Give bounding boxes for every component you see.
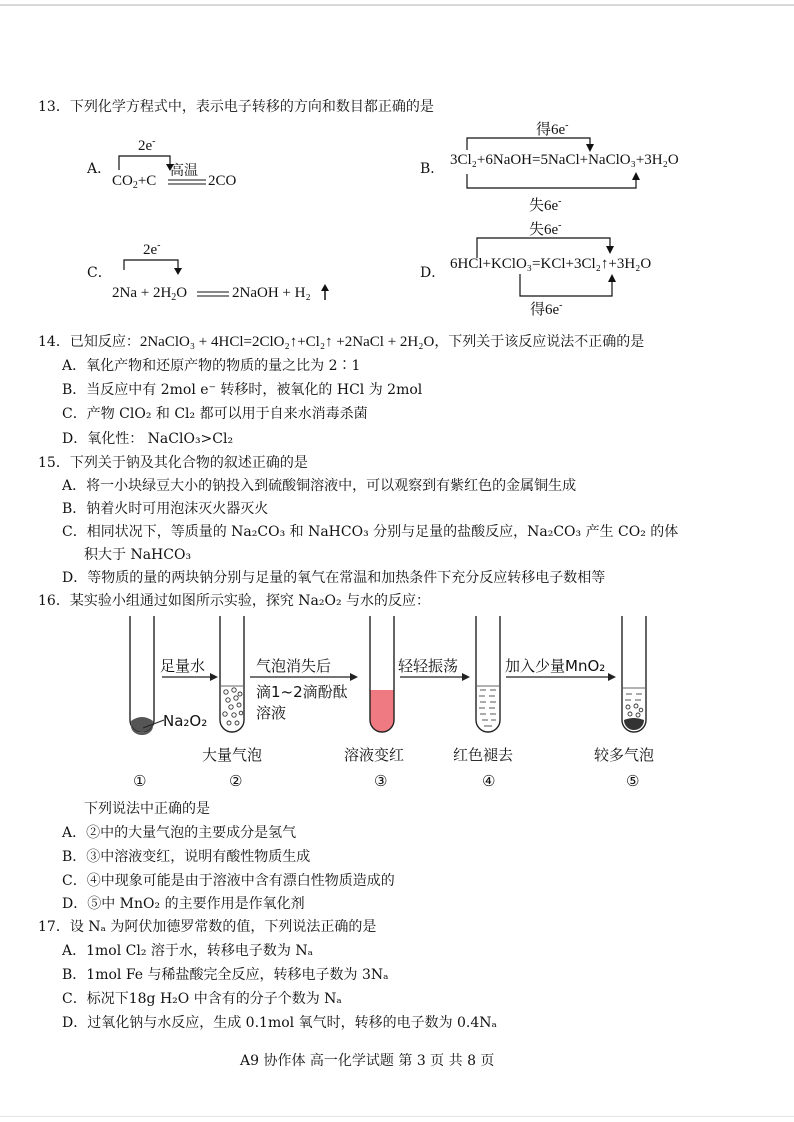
q13-c-transfer: 2e- — [143, 240, 161, 258]
q13-a-condition: 高温 — [170, 164, 198, 179]
test-tube-1 — [130, 616, 154, 735]
q16-sub-stem: 下列说法中正确的是 — [84, 801, 210, 817]
q16-step2c-label: 溶液 — [256, 704, 287, 722]
q16-number-3: ③ — [374, 772, 388, 790]
q13-c-right: 2NaOH + H₂ — [232, 285, 311, 301]
q17-option-d: D．过氧化钠与水反应，生成 0.1mol 氧气时，转移的电子数为 0.4Nₐ — [62, 1015, 497, 1031]
q16-caption-4: 红色褪去 — [453, 746, 514, 764]
q17-stem: 17．设 Nₐ 为阿伏加德罗常数的值，下列说法正确的是 — [38, 919, 377, 935]
q13-b-top: 得6e- — [536, 120, 569, 138]
q13-number: 13． — [38, 99, 70, 115]
q14-option-a: A．氧化产物和还原产物的物质的量之比为 2∶1 — [62, 358, 361, 374]
q13-c-left: $2Na + 2H_2O$ — [112, 285, 188, 303]
q17-option-b: B．1mol Fe 与稀盐酸完全反应，转移电子数为 3Nₐ — [62, 967, 389, 983]
q16-number: 16． — [38, 593, 70, 609]
q16-caption-5: 较多气泡 — [594, 746, 655, 764]
q16-step2b-label: 滴1~2滴酚酞 — [256, 683, 348, 701]
q14-option-d: D．氧化性： NaClO₃>Cl₂ — [62, 431, 234, 447]
q14-stem: 14．已知反应：2NaClO₃ + 4HCl=2ClO₂↑+Cl₂↑ +2NaCl + 2H₂O，下列关于该反应说法不正确的是 — [38, 334, 645, 350]
q16-experiment-diagram — [110, 610, 690, 795]
q13-text: 下列化学方程式中，表示电子转移的方向和数目都正确的是 — [69, 99, 434, 115]
test-tube-5 — [622, 616, 646, 732]
q14-number: 14． — [38, 334, 70, 350]
q15-number: 15． — [38, 455, 70, 471]
q13-a-equals — [168, 178, 208, 186]
q13-option-d-label: D． — [420, 265, 446, 281]
top-divider — [0, 4, 794, 6]
q15-option-d: D．等物质的量的两块钠分别与足量的氧气在常温和加热条件下充分反应转移电子数相等 — [62, 570, 606, 586]
test-tube-2 — [220, 616, 244, 732]
q14-equation: 2NaClO₃ + 4HCl=2ClO₂↑+Cl₂↑ +2NaCl + 2H₂O — [139, 334, 435, 350]
q13-stem — [38, 96, 434, 116]
q13-d-top: 失6e- — [529, 220, 562, 238]
q16-reagent-label: Na₂O₂ — [163, 712, 208, 730]
q16-option-a: A．②中的大量气泡的主要成分是氢气 — [62, 825, 297, 841]
q15-option-b: B．钠着火时可用泡沫灭火器灭火 — [62, 501, 269, 517]
q16-option-d: D．⑤中 MnO₂ 的主要作用是作氧化剂 — [62, 896, 305, 912]
q13-c-equals — [197, 290, 231, 298]
q13-a-product: 2CO — [208, 173, 237, 189]
q16-number-5: ⑤ — [626, 772, 640, 790]
q17-number: 17． — [38, 919, 70, 935]
q16-step3-label: 轻轻振荡 — [398, 657, 459, 675]
q13-b-equation: 3Cl₂+6NaOH=5NaCl+NaClO₃+3H₂O — [450, 152, 679, 168]
q13-c-gas-arrow — [320, 284, 330, 302]
q15-option-c-cont: 积大于 NaHCO₃ — [84, 547, 192, 563]
test-tube-3 — [370, 616, 394, 732]
q13-option-c-label: C． — [87, 265, 112, 281]
q13-option-b-label: B． — [420, 161, 445, 177]
q14-option-b: B．当反应中有 2mol e⁻ 转移时，被氧化的 HCl 为 2mol — [62, 382, 423, 398]
bottom-divider — [0, 1116, 794, 1117]
q16-number-4: ④ — [482, 772, 496, 790]
q14-option-c: C．产物 ClO₂ 和 Cl₂ 都可以用于自来水消毒杀菌 — [62, 406, 368, 422]
q16-stem: 16．某实验小组通过如图所示实验，探究 Na₂O₂ 与水的反应： — [38, 593, 431, 609]
q15-option-a: A．将一小块绿豆大小的钠投入到硫酸铜溶液中，可以观察到有紫红色的金属铜生成 — [62, 478, 577, 494]
q15-stem: 15．下列关于钠及其化合物的叙述正确的是 — [38, 455, 308, 471]
q16-number-1: ① — [133, 772, 147, 790]
q15-option-c: C．相同状况下，等质量的 Na₂CO₃ 和 NaHCO₃ 分别与足量的盐酸反应，Na₂CO₃ 产生 CO₂ 的体 — [62, 524, 679, 540]
q16-step4-label: 加入少量MnO₂ — [505, 657, 606, 675]
q16-number-2: ② — [229, 772, 243, 790]
q13-a-transfer: 2e- — [138, 136, 156, 154]
q13-d-equation: 6HCl+KClO₃=KCl+3Cl₂↑+3H₂O — [450, 256, 652, 272]
q16-step1-label: 足量水 — [160, 657, 206, 675]
q17-option-a: A．1mol Cl₂ 溶于水，转移电子数为 Nₐ — [62, 943, 314, 959]
q16-caption-3: 溶液变红 — [344, 746, 405, 764]
q17-option-c: C．标况下18g H₂O 中含有的分子个数为 Nₐ — [62, 991, 342, 1007]
q16-caption-2: 大量气泡 — [202, 746, 263, 764]
test-tube-4 — [476, 616, 500, 732]
q16-option-c: C．④中现象可能是由于溶液中含有漂白性物质造成的 — [62, 873, 395, 889]
q13-d-bottom: 得6e- — [530, 300, 563, 318]
q13-d-arrows — [440, 230, 690, 320]
q13-b-bottom: 失6e- — [529, 196, 562, 214]
page-footer: A9 协作体 高一化学试题 第 3 页 共 8 页 — [240, 1053, 495, 1069]
q13-a-equation: $CO_2+C$ — [112, 173, 157, 191]
q13-option-a-label: A． — [87, 161, 112, 177]
q16-step2a-label: 气泡消失后 — [256, 657, 332, 675]
q16-option-b: B．③中溶液变红，说明有酸性物质生成 — [62, 849, 311, 865]
